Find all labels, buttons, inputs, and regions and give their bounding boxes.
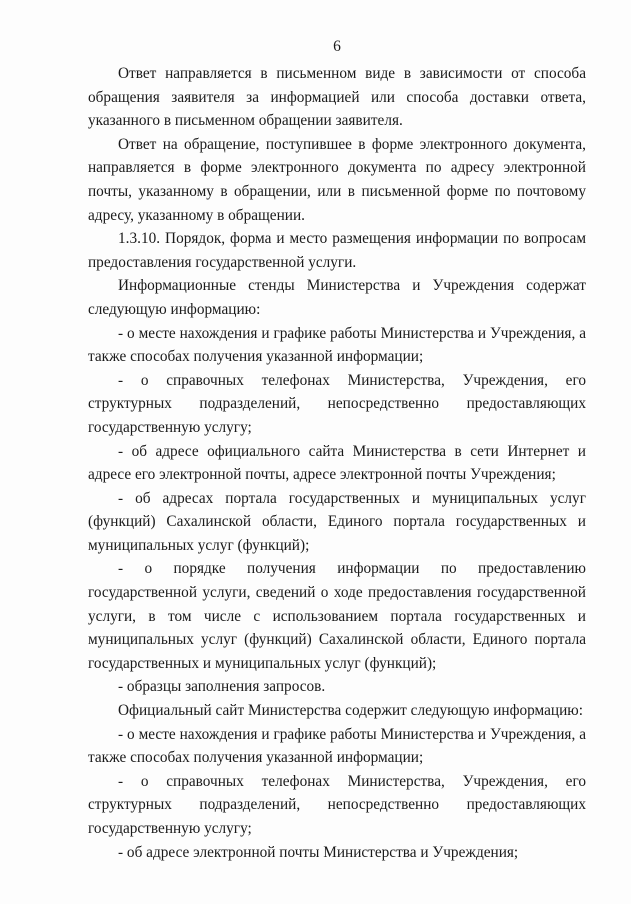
list-item-phones: - о справочных телефонах Министерства, Учреждения, его структурных подразделений, непосредственно предоставляющих государственную услугу; <box>88 371 586 436</box>
paragraph-info-stands-intro: Информационные стенды Министерства и Учреждения содержат следующую информацию: <box>88 277 586 318</box>
paragraph-official-site-intro: Официальный сайт Министерства содержит следующую информацию: <box>118 702 583 720</box>
list-item-location-schedule: - о месте нахождения и графике работы Министерства и Учреждения, а также способах получения указанной информации; <box>88 324 586 366</box>
page-number: 6 <box>333 38 341 55</box>
list-item-portals: - об адресах портала государственных и муниципальных услуг (функций) Сахалинской области, Единого портала государственных и муниципальных услуг (функций); <box>88 489 586 554</box>
document-page <box>88 36 586 864</box>
paragraph-section-1-3-10: 1.3.10. Порядок, форма и место размещения информации по вопросам предоставления государственной услуги. <box>88 230 586 271</box>
list-item-info-procedure: - о порядке получения информации по предоставлению государственной услуги, сведений о ходе предоставления государственной услуги, в том числе с использованием портала государственных и муниципальных услуг (функций) Сахалинской области, Единого портала государственных и муниципальных услуг (функций); <box>88 560 586 672</box>
paragraph-response-electronic: Ответ на обращение, поступившее в форме электронного документа, направляется в форме электронного документа по адресу электронной почты, указанному в обращении, или в письменной форме по почтовому адресу, указанному в обращении. <box>88 135 586 224</box>
list-item-request-samples: - образцы заполнения запросов. <box>118 678 326 696</box>
list-item-website-email: - об адресе официального сайта Министерства в сети Интернет и адресе его электронной почты, адресе электронной почты Учреждения; <box>88 442 586 484</box>
list-item-site-location-schedule: - о месте нахождения и графике работы Министерства и Учреждения, а также способах получения указанной информации; <box>88 725 586 767</box>
list-item-site-email: - об адресе электронной почты Министерства и Учреждения; <box>118 843 519 861</box>
paragraph-response-written: Ответ направляется в письменном виде в зависимости от способа обращения заявителя за информацией или способа доставки ответа, указанного в письменном обращении заявителя. <box>88 65 586 130</box>
list-item-site-phones: - о справочных телефонах Министерства, Учреждения, его структурных подразделений, непосредственно предоставляющих государственную услугу; <box>88 772 586 837</box>
